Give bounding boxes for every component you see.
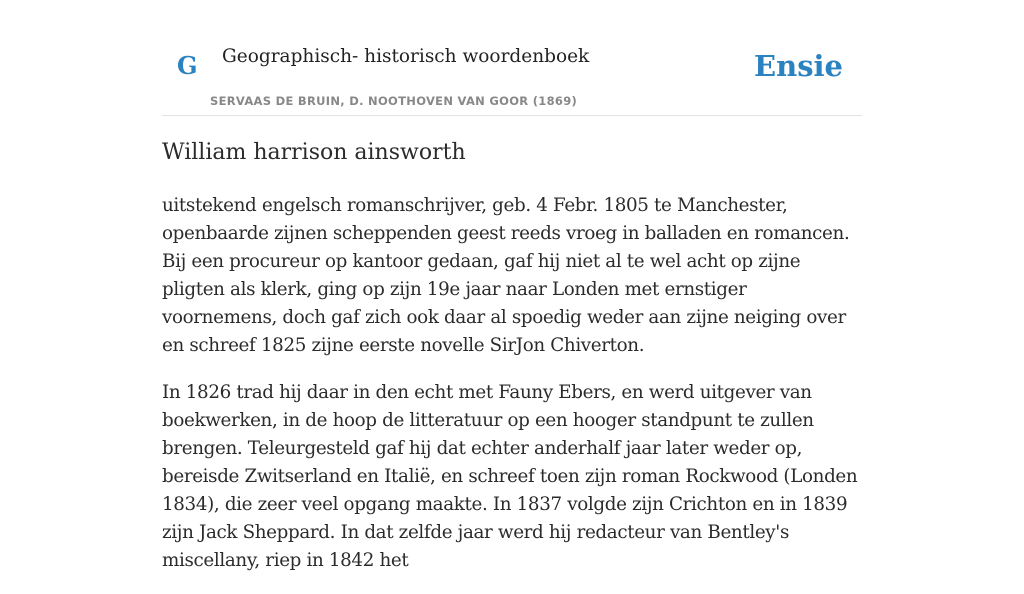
page-header — [162, 0, 862, 116]
entry-paragraph: In 1826 trad hij daar in den echt met Fauny Ebers, en werd uitgever van boekwerken, in de hoop de litteratuur op een hooger standpunt te zullen brengen. Teleurgesteld gaf hij dat echter anderhalf jaar later weder op, bereisde Zwitserland en Italië, en schreef toen zijn roman Rockwood (Londen 1834), die zeer veel opgang maakte. In 1837 volgde zijn Crichton en in 1839 zijn Jack Sheppard. In dat zelfde jaar werd hij redacteur van Bentley's miscellany, riep in 1842 het — [162, 382, 858, 571]
book-logo-icon[interactable]: G — [177, 51, 198, 80]
book-title-link[interactable]: Geographisch- historisch woordenboek — [222, 46, 590, 67]
book-author-meta: SERVAAS DE BRUIN, D. NOOTHOVEN VAN GOOR (1869) — [210, 94, 578, 108]
entry-body — [162, 192, 862, 594]
ensie-brand-logo[interactable]: Ensie — [754, 49, 843, 83]
entry-title: William harrison ainsworth — [162, 140, 466, 165]
entry-paragraph: uitstekend engelsch romanschrijver, geb. 4 Febr. 1805 te Manchester, openbaarde zijnen scheppenden geest reeds vroeg in balladen en romancen. Bij een procureur op kantoor gedaan, gaf hij niet al te wel acht op zijne pligten als klerk, ging op zijn 19e jaar naar Londen met ernstiger voornemens, doch gaf zich ook daar al spoedig weder aan zijne neiging over en schreef 1825 zijne eerste novelle SirJon Chiverton. — [162, 195, 850, 356]
